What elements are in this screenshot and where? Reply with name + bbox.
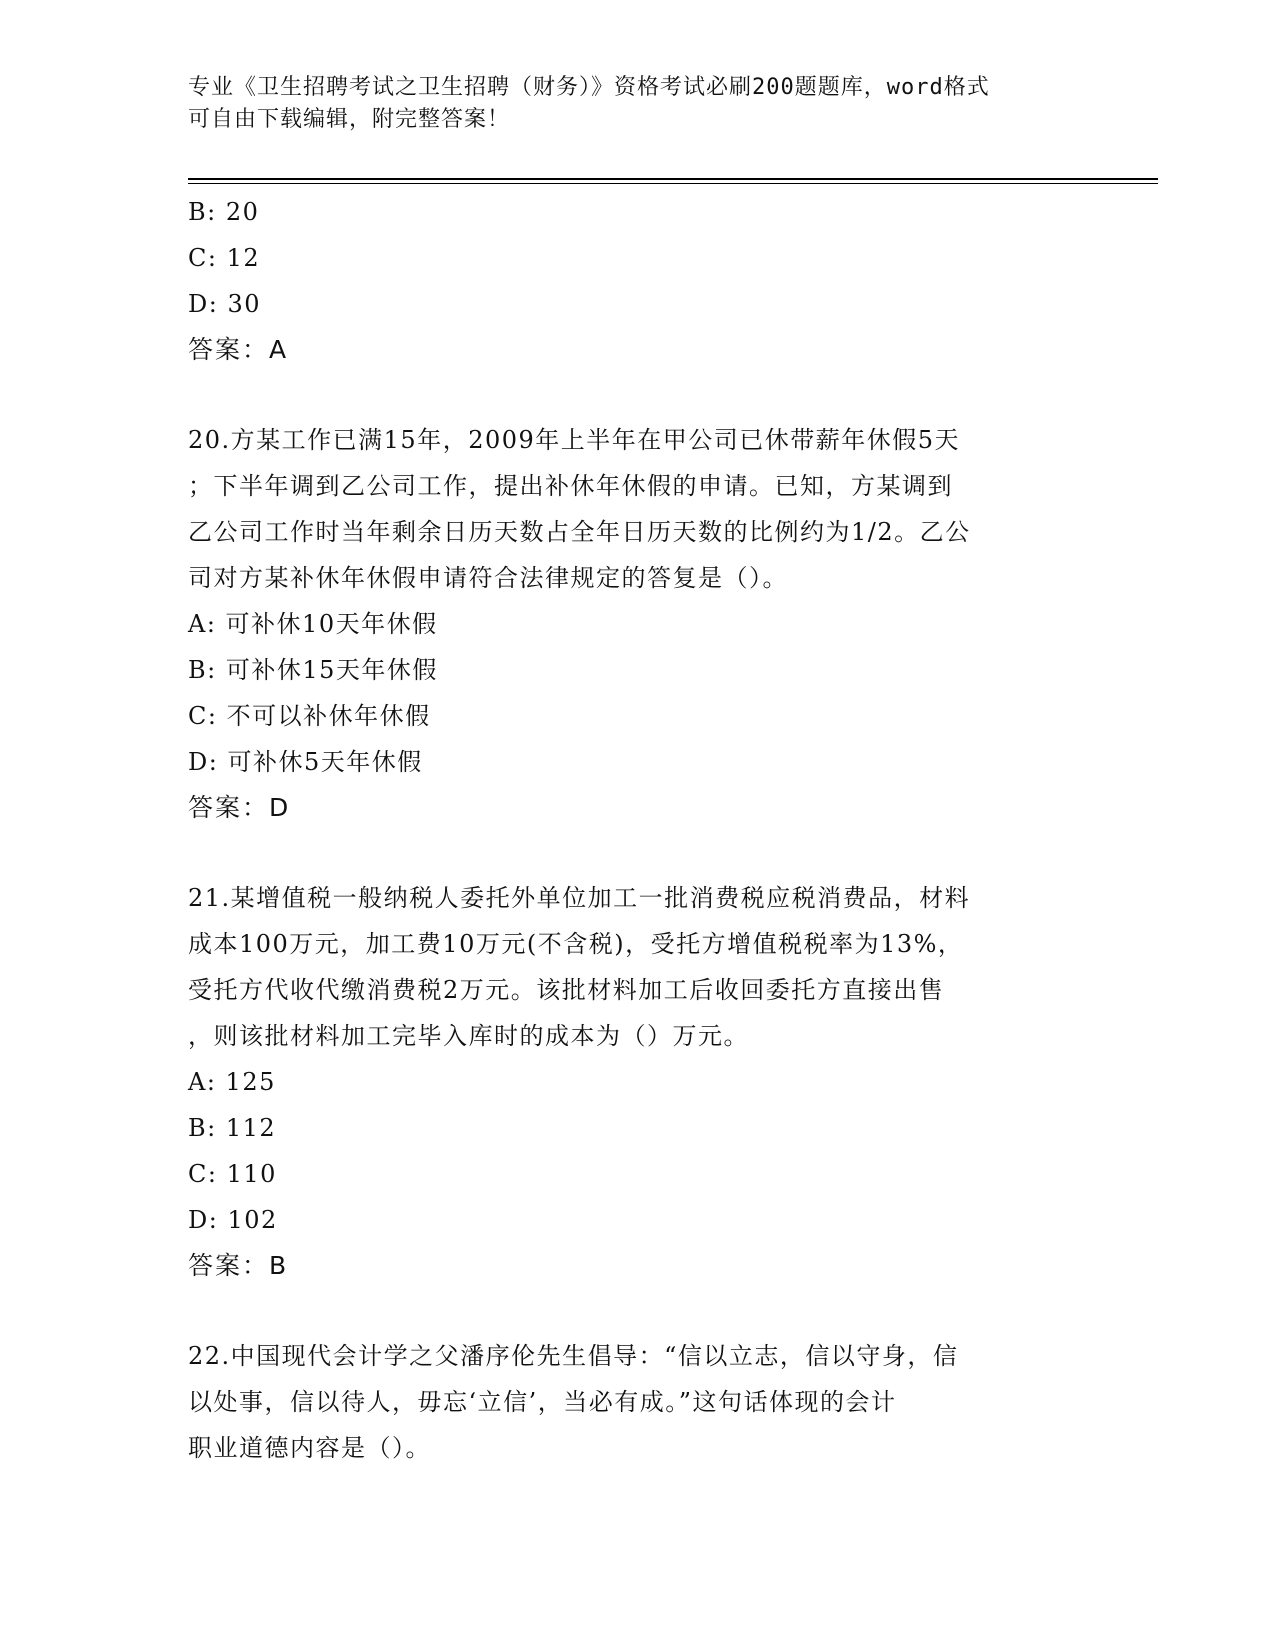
header-title-line-1: 专业《卫生招聘考试之卫生招聘（财务）》资格考试必刷200题题库，word格式 <box>188 75 990 100</box>
option-c: C: 110 <box>188 1160 277 1188</box>
question-stem-line: ，则该批材料加工完毕入库时的成本为（）万元。 <box>188 1022 749 1050</box>
answer-line: 答案：B <box>188 1251 289 1280</box>
question-stem-line: 职业道德内容是（）。 <box>188 1434 431 1462</box>
answer-line: 答案：D <box>188 793 291 822</box>
spacer <box>188 1289 1088 1333</box>
question-stem-line: 20.方某工作已满15年，2009年上半年在甲公司已休带薪年休假5天 <box>188 426 961 454</box>
option-b: B: 20 <box>188 198 260 226</box>
header-divider-thin <box>188 183 1158 184</box>
question-stem-line: 成本100万元，加工费10万元(不含税)，受托方增值税税率为13%， <box>188 930 964 958</box>
question-stem-line: 司对方某补休年休假申请符合法律规定的答复是（）。 <box>188 564 788 592</box>
question-stem-line: 乙公司工作时当年剩余日历天数占全年日历天数的比例约为1/2。乙公 <box>188 518 971 546</box>
option-a: A: 可补休10天年休假 <box>188 610 438 638</box>
option-c: C: 不可以补休年休假 <box>188 702 431 730</box>
option-d: D: 30 <box>188 290 261 318</box>
question-stem-line: 22.中国现代会计学之父潘序伦先生倡导：“信以立志，信以守身，信 <box>188 1342 959 1370</box>
spacer <box>188 373 1088 417</box>
option-b: B: 可补休15天年休假 <box>188 656 438 684</box>
question-stem-line: 21.某增值税一般纳税人委托外单位加工一批消费税应税消费品，材料 <box>188 884 971 912</box>
header-divider-thick <box>188 178 1158 180</box>
option-b: B: 112 <box>188 1114 277 1142</box>
option-d: D: 102 <box>188 1206 278 1234</box>
answer-line: 答案：A <box>188 335 289 364</box>
question-21 <box>188 875 1088 1289</box>
question-20 <box>188 417 1088 831</box>
question-stem-line: ；下半年调到乙公司工作，提出补休年休假的申请。已知，方某调到 <box>188 472 953 500</box>
document-body <box>188 189 1088 1471</box>
option-d: D: 可补休5天年休假 <box>188 748 423 776</box>
header-title-line-2: 可自由下载编辑，附完整答案！ <box>188 107 511 132</box>
option-c: C: 12 <box>188 244 261 272</box>
question-stem-line: 受托方代收代缴消费税2万元。该批材料加工后收回委托方直接出售 <box>188 976 945 1004</box>
question-22 <box>188 1333 1088 1471</box>
prev-question-block <box>188 189 1088 373</box>
document-header <box>188 72 1068 136</box>
spacer <box>188 831 1088 875</box>
option-a: A: 125 <box>188 1068 276 1096</box>
question-stem-line: 以处事，信以待人，毋忘‘立信’，当必有成。”这句话体现的会计 <box>188 1388 897 1416</box>
